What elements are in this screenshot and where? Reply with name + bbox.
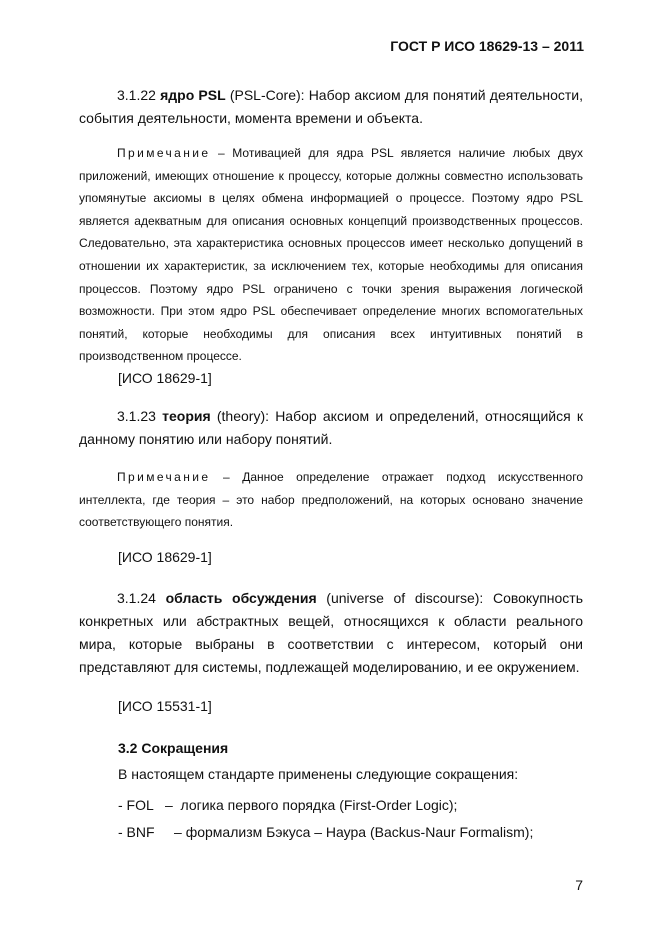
term-name: ядро PSL: [160, 87, 226, 103]
term-3-1-22: [79, 84, 583, 130]
note-3-1-22: [79, 142, 583, 368]
term-3-1-24: [79, 587, 583, 679]
term-definition: (PSL-Core): Набор аксиом для понятий деятельности, события деятельности, момента времени и объекта.: [79, 87, 584, 126]
term-number: 3.1.22: [117, 87, 156, 103]
abbrev-item: [118, 797, 457, 813]
document-header: ГОСТ Р ИСО 18629-13 – 2011: [390, 38, 584, 54]
abbrev-dash: –: [164, 797, 173, 813]
note-text: – Данное определение отражает подход искусственного интеллекта, где теория – это набор предположений, на которых основано значение соответствующего понятия.: [79, 470, 583, 530]
source-reference: [ИСО 18629-1]: [118, 549, 212, 565]
page-number: 7: [575, 877, 583, 893]
abbrev-code: - FOL: [118, 797, 154, 813]
note-label: Примечание: [117, 470, 211, 484]
term-definition: (universe of discourse): Совокупность конкретных или абстрактных вещей, относящихся к области реального мира, которые выбраны в соответствии с интересом, который они представляют для системы, подлежащей моделированию, и ее окружением.: [79, 590, 584, 675]
source-reference: [ИСО 18629-1]: [118, 370, 212, 386]
term-number: 3.1.24: [117, 590, 156, 606]
section-heading: 3.2 Сокращения: [118, 740, 229, 756]
term-3-1-23: [79, 405, 583, 451]
note-text: – Мотивацией для ядра PSL является наличие любых двух приложений, имеющих отношение к процессу, которые должны совместно использовать упомянутые аксиомы в целях обмена информацией о процессе. Поэтому ядро PSL является адекватным для описания основных концепций производственных процессов. Следовательно, эта характеристика основных процессов имеет несколько допущений в отношении их характеристик, за исключением тех, которые необходимы для описания процессов. Поэтому ядро PSL ограничено с точки зрения выражения логической возможности. При этом ядро PSL обеспечивает определение многих вспомогательных понятий, которые необходимы для описания всех интуитивных понятий в производственном процессе.: [79, 146, 583, 364]
abbrev-intro: В настоящем стандарте применены следующие сокращения:: [118, 766, 519, 782]
term-name: область обсуждения: [165, 590, 317, 606]
abbrev-dash: –: [174, 824, 182, 840]
abbrev-text: логика первого порядка (First-Order Logic);: [180, 797, 458, 813]
term-number: 3.1.23: [117, 408, 156, 424]
term-definition: (theory): Набор аксиом и определений, относящийся к данному понятию или набору понятий.: [79, 408, 584, 447]
abbrev-item: [118, 824, 533, 840]
abbrev-text: формализм Бэкуса – Наура (Backus-Naur Formalism);: [185, 824, 534, 840]
abbrev-code: - BNF: [118, 824, 155, 840]
term-name: теория: [162, 408, 211, 424]
note-label: Примечание: [117, 146, 211, 160]
source-reference: [ИСО 15531-1]: [118, 698, 212, 714]
note-3-1-23: [79, 466, 583, 534]
